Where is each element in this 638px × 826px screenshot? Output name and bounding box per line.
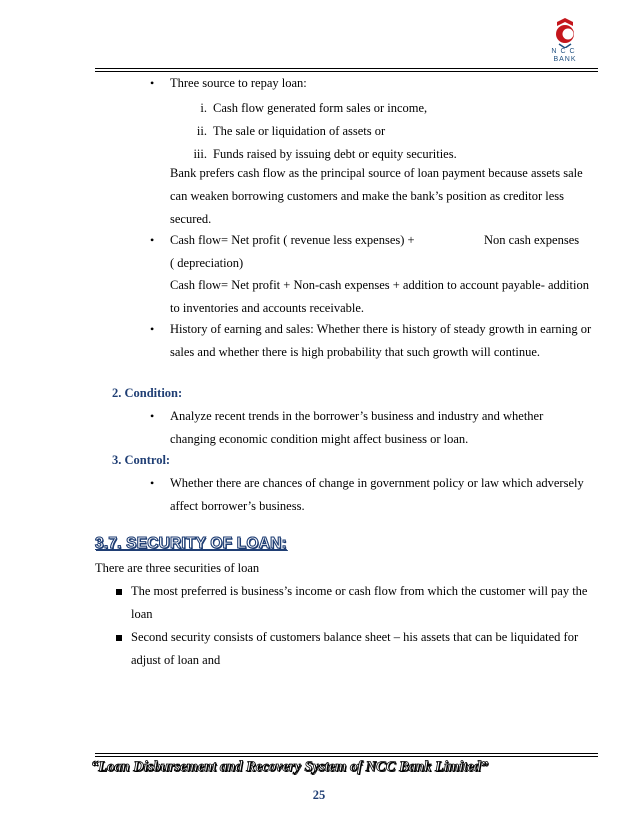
- list-item: Cash flow generated form sales or income,: [213, 101, 428, 115]
- bullet-dot: •: [150, 476, 155, 490]
- list-item: The sale or liquidation of assets or: [213, 124, 386, 138]
- bullet-text: sales and whether there is high probability that such growth will continue.: [170, 345, 541, 359]
- heading-control: 3. Control:: [112, 453, 171, 467]
- bullet-text: affect borrower’s business.: [170, 499, 305, 513]
- ncc-bank-logo: [535, 18, 595, 64]
- footer-rule-top: [95, 753, 598, 754]
- bullet-dot: •: [150, 76, 155, 90]
- paragraph-line: Cash flow= Net profit + Non-cash expenses + addition to account payable- addition: [170, 278, 589, 292]
- roman-numeral: ii.: [196, 124, 207, 138]
- roman-numeral: i.: [200, 101, 207, 115]
- bullet-text: ( depreciation): [170, 256, 244, 270]
- bullet-dot: •: [150, 409, 155, 423]
- paragraph-line: Bank prefers cash flow as the principal source of loan payment because assets sale: [170, 166, 583, 180]
- intro-text: There are three securities of loan: [95, 561, 260, 575]
- bullet-text: Cash flow= Net profit ( revenue less expenses) +: [170, 233, 415, 247]
- bullet-text: adjust of loan and: [131, 653, 221, 667]
- page-number: 25: [312, 788, 326, 802]
- ncc-logo-icon: [535, 18, 595, 48]
- bullet-text: The most preferred is business’s income or cash flow from which the customer will pay the: [131, 584, 588, 598]
- square-bullet: [116, 589, 122, 595]
- bullet-text: Whether there are chances of change in government policy or law which adversely: [170, 476, 584, 490]
- footer-title: “Loan Disbursement and Recovery System of NCC Bank Limited”: [91, 759, 489, 775]
- section-title: 3.7. SECURITY OF LOAN:: [95, 535, 287, 552]
- paragraph-line: secured.: [170, 212, 212, 226]
- bullet-text: Second security consists of customers balance sheet – his assets that can be liquidated for: [131, 630, 579, 644]
- square-bullet: [116, 635, 122, 641]
- bullet-text: changing economic condition might affect business or loan.: [170, 432, 469, 446]
- header-rule-bottom: [95, 71, 598, 72]
- footer-rule-bottom: [95, 756, 598, 757]
- bullet-text: History of earning and sales: Whether there is history of steady growth in earning or: [170, 322, 592, 336]
- header-rule-top: [95, 68, 598, 69]
- bullet-text: Three source to repay loan:: [170, 76, 307, 90]
- list-item: Funds raised by issuing debt or equity securities.: [213, 147, 457, 161]
- bullet-dot: •: [150, 233, 155, 247]
- bullet-dot: •: [150, 322, 155, 336]
- heading-condition: 2. Condition:: [112, 386, 183, 400]
- paragraph-line: can weaken borrowing customers and make the bank’s position as creditor less: [170, 189, 564, 203]
- bullet-text: Analyze recent trends in the borrower’s business and industry and whether: [170, 409, 544, 423]
- bullet-text: loan: [131, 607, 153, 621]
- logo-subtext: BANK: [553, 56, 577, 63]
- paragraph-line: to inventories and accounts receivable.: [170, 301, 365, 315]
- bullet-text: Non cash expenses: [484, 233, 580, 247]
- roman-numeral: iii.: [193, 147, 207, 161]
- logo-text: NCC: [551, 48, 579, 55]
